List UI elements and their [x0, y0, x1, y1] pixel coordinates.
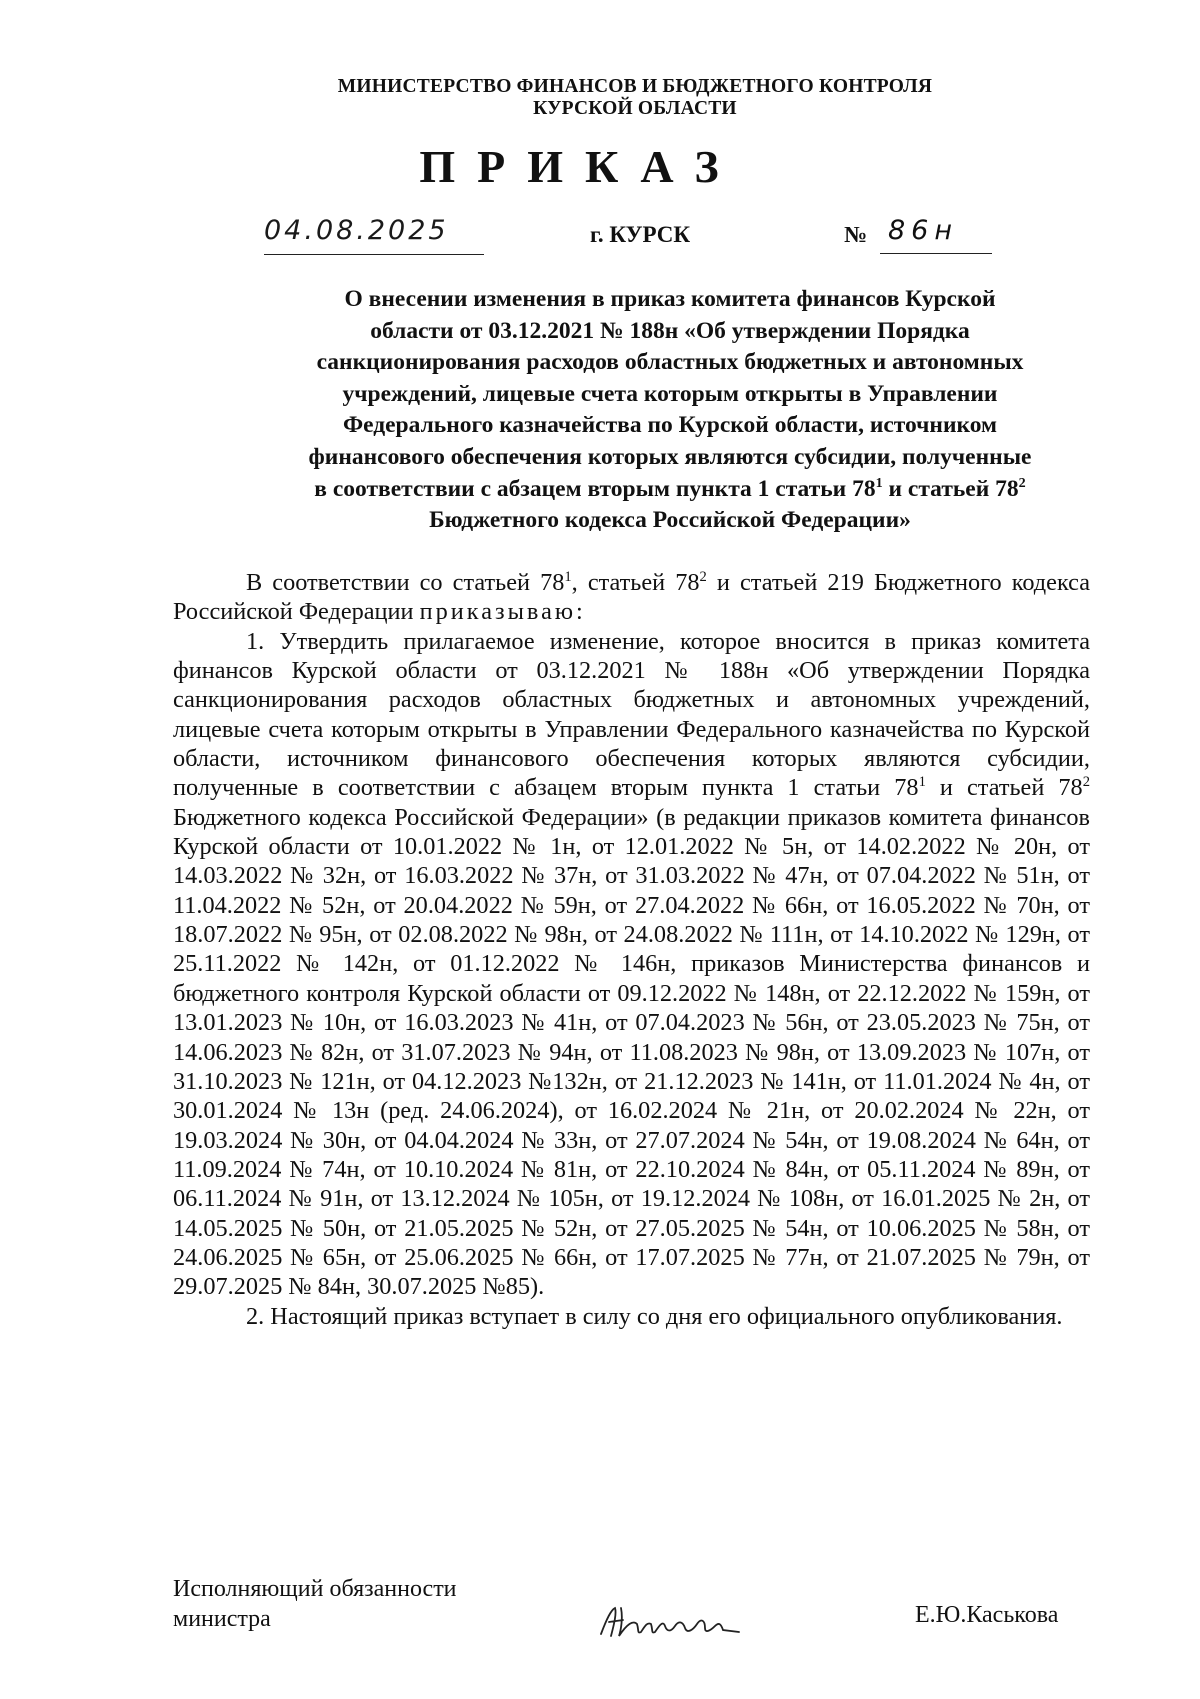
- signatory-title-line2: министра: [173, 1606, 271, 1632]
- superscript: 1: [564, 568, 572, 585]
- subject-line: [230, 474, 1110, 506]
- item-2-paragraph: 2. Настоящий приказ вступает в силу со дня его официального опубликования.: [246, 1302, 1063, 1330]
- intro-text: и статьей 219 Бюджетного кодекса Российской Федерации: [173, 569, 1091, 626]
- ministry-name-line1: МИНИСТЕРСТВО ФИНАНСОВ И БЮДЖЕТНОГО КОНТРОЛЯ: [337, 76, 933, 97]
- order-title: ПРИКАЗ: [419, 141, 741, 192]
- item-1-text: и статьей 78: [925, 774, 1083, 802]
- signatory-title-line1: Исполняющий обязанности: [173, 1576, 457, 1602]
- superscript: 1: [918, 774, 926, 791]
- superscript: 2: [1082, 774, 1090, 791]
- subject-line: Федерального казначейства по Курской области, источником: [342, 412, 998, 439]
- order-subject: [230, 284, 1110, 537]
- prikazyvayu-word: приказываю: [419, 598, 577, 626]
- subject-line: Бюджетного кодекса Российской Федерации»: [429, 507, 911, 534]
- item-1-paragraph: [173, 627, 1090, 1302]
- handwritten-signature: [593, 1590, 743, 1650]
- subject-text: в соответствии с абзацем вторым пункта 1 статьи 78: [314, 475, 876, 502]
- order-meta-row: [0, 212, 1200, 262]
- ministry-header: [0, 76, 1200, 120]
- order-city: г. КУРСК: [590, 222, 691, 247]
- subject-line: санкционирования расходов областных бюджетных и автономных: [316, 349, 1024, 376]
- subject-line: учреждений, лицевые счета которым открыты в Управлении: [342, 380, 998, 407]
- order-body: [173, 568, 1090, 1331]
- subject-line: финансового обеспечения которых являются субсидии, полученные: [308, 443, 1032, 470]
- signature-block: [173, 1574, 1103, 1654]
- intro-text: , статьей 78: [571, 569, 700, 596]
- item-1-text: 1. Утвердить прилагаемое изменение, которое вносится в приказ комитета финансов Курской области от 03.12.2021 № 188н «Об утверждении Порядка санкционирования расходов областных бюджетных и автономных учреждений, лицевые счета которым открыты в Управлении Федерального казначейства по Курской области, источником финансового обеспечения которых являются субсидии, полученные в соответствии с абзацем вторым пункта 1 статьи 78: [173, 627, 1090, 802]
- ministry-name-line2: КУРСКОЙ ОБЛАСТИ: [533, 98, 737, 119]
- intro-colon: :: [576, 598, 583, 626]
- superscript: 1: [875, 474, 883, 491]
- signer-name: Е.Ю.Каськова: [915, 1602, 1059, 1628]
- subject-text: и статьей 78: [882, 475, 1019, 502]
- order-number: 86н: [880, 212, 992, 254]
- subject-line: О внесении изменения в приказ комитета финансов Курской: [344, 286, 996, 312]
- signatory-title: [173, 1574, 457, 1634]
- order-date: 04.08.2025: [264, 212, 484, 255]
- superscript: 2: [1018, 474, 1026, 491]
- intro-paragraph: [173, 568, 1090, 627]
- subject-line: области от 03.12.2021 № 188н «Об утверждении Порядка: [370, 317, 970, 344]
- item-1-text: Бюджетного кодекса Российской Федерации» (в редакции приказов комитета финансов Курской области от 10.01.2022 № 1н, от 12.01.2022 № 5н, от 14.02.2022 № 20н, от 14.03.2022 № 32н, от 16.03.2022 № 37н, от 31.03.2022 № 47н, от 07.04.2022 № 51н, от 11.04.2022 № 52н, от 20.04.2022 № 59н, от 27.04.2022 № 66н, от 16.05.2022 № 70н, от 18.07.2022 № 95н, от 02.08.2022 № 98н, от 24.08.2022 № 111н, от 14.10.2022 № 129н, от 25.11.2022 № 142н, от 01.12.2022 № 146н, приказов Министерства финансов и бюджетного контроля Курской области от 09.12.2022 № 148н, от 22.12.2022 № 159н, от 13.01.2023 № 10н, от 16.03.2023 № 41н, от 07.04.2023 № 56н, от 23.05.2023 № 75н, от 14.06.2023 № 82н, от 31.07.2023 № 94н, от 11.08.2023 № 98н, от 13.09.2023 № 107н, от 31.10.2023 № 121н, от 04.12.2023 №132н, от 21.12.2023 № 141н, от 11.01.2024 № 4н, от 30.01.2024 № 13н (ред. 24.06.2024), от 16.02.2024 № 21н, от 20.02.2024 № 22н, от 19.03.2024 № 30н, от 04.04.2024 № 33н, от 27.07.2024 № 54н, от 19.08.2024 № 64н, от 11.09.2024 № 74н, от 10.10.2024 № 81н, от 22.10.2024 № 84н, от 05.11.2024 № 89н, от 06.11.2024 № 91н, от 13.12.2024 № 105н, от 19.12.2024 № 108н, от 16.01.2025 № 2н, от 14.05.2025 № 50н, от 21.05.2025 № 52н, от 27.05.2025 № 54н, от 10.06.2025 № 58н, от 24.06.2025 № 65н, от 25.06.2025 № 66н, от 17.07.2025 № 77н, от 21.07.2025 № 79н, от 29.07.2025 № 84н, 30.07.2025 №85).: [173, 803, 1090, 1301]
- order-number-sign: №: [844, 222, 868, 247]
- intro-text: В соответствии со статьей 78: [246, 569, 565, 596]
- superscript: 2: [699, 568, 707, 585]
